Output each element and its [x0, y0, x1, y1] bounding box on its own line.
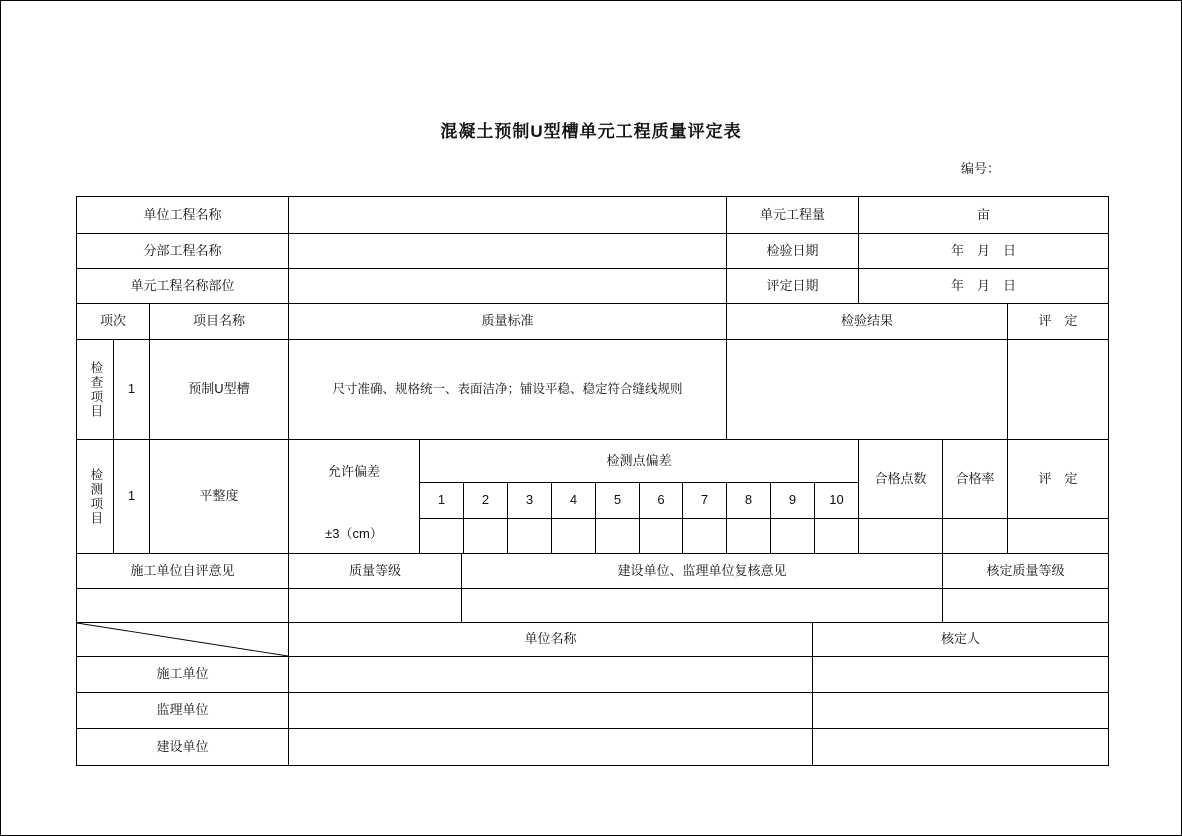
point-value-cell-4[interactable]	[552, 519, 596, 554]
measure-points-header: 检测点偏差	[420, 440, 859, 483]
construction-unit-verifier-input[interactable]	[813, 657, 1109, 693]
check-item-no: 1	[114, 340, 150, 440]
construction-unit-name-input[interactable]	[289, 657, 813, 693]
owner-unit-verifier-input[interactable]	[813, 729, 1109, 766]
point-number-4: 4	[552, 483, 596, 519]
document-number-label: 编号：	[961, 161, 1001, 176]
unit-project-part-input[interactable]	[289, 269, 727, 304]
qualified-points-value-cell[interactable]	[859, 519, 943, 554]
point-value-cell-5[interactable]	[596, 519, 640, 554]
division-project-name-label: 分部工程名称	[77, 234, 289, 269]
point-value-cell-1[interactable]	[420, 519, 464, 554]
allowed-deviation-value: ±3（cm）	[325, 525, 383, 541]
point-number-8: 8	[727, 483, 771, 519]
point-value-cell-3[interactable]	[508, 519, 552, 554]
verified-grade-label: 核定质量等级	[943, 554, 1109, 589]
page-title: 混凝土预制U型槽单元工程质量评定表	[440, 122, 742, 141]
measure-assessment-value-cell[interactable]	[1008, 519, 1109, 554]
assessment-date-label: 评定日期	[727, 269, 859, 304]
header-quality-standard: 质量标准	[289, 304, 727, 340]
verifier-header: 核定人	[813, 623, 1109, 657]
unit-project-name-input[interactable]	[289, 197, 727, 234]
check-item-assessment-cell[interactable]	[1008, 340, 1109, 440]
header-assessment: 评 定	[1008, 304, 1109, 340]
unit-project-part-label: 单元工程名称部位	[77, 269, 289, 304]
unit-project-name-label: 单位工程名称	[77, 197, 289, 234]
measure-item-no: 1	[114, 440, 150, 554]
point-number-10: 10	[815, 483, 859, 519]
check-item-standard: 尺寸准确、规格统一、表面洁净；铺设平稳、稳定符合缝线规则	[289, 340, 727, 440]
point-value-cell-2[interactable]	[464, 519, 508, 554]
diagonal-line	[77, 623, 288, 656]
qualified-points-label: 合格点数	[859, 440, 943, 519]
self-opinion-label: 施工单位自评意见	[77, 554, 289, 589]
point-number-2: 2	[464, 483, 508, 519]
signature-diagonal-cell	[77, 623, 289, 657]
allowed-deviation-cell	[289, 440, 420, 554]
unit-quantity-value[interactable]: 亩	[859, 197, 1109, 234]
check-item-name: 预制U型槽	[150, 340, 289, 440]
review-opinion-input[interactable]	[462, 589, 943, 623]
point-number-5: 5	[596, 483, 640, 519]
point-number-6: 6	[640, 483, 683, 519]
check-item-result-cell[interactable]	[727, 340, 1008, 440]
construction-unit-label: 施工单位	[77, 657, 289, 693]
point-value-cell-8[interactable]	[727, 519, 771, 554]
verified-grade-input[interactable]	[943, 589, 1109, 623]
point-number-9: 9	[771, 483, 815, 519]
point-value-cell-9[interactable]	[771, 519, 815, 554]
point-number-3: 3	[508, 483, 552, 519]
header-item-no: 项次	[77, 304, 150, 340]
inspection-date-label: 检验日期	[727, 234, 859, 269]
measure-item-name: 平整度	[150, 440, 289, 554]
pass-rate-value-cell[interactable]	[943, 519, 1008, 554]
quality-assessment-table	[76, 196, 1109, 766]
measure-items-category-label: 检测项目	[77, 440, 114, 554]
supervision-unit-name-input[interactable]	[289, 693, 813, 729]
self-opinion-input[interactable]	[77, 589, 289, 623]
point-value-cell-10[interactable]	[815, 519, 859, 554]
quality-grade-label: 质量等级	[289, 554, 462, 589]
division-project-name-input[interactable]	[289, 234, 727, 269]
point-value-cell-7[interactable]	[683, 519, 727, 554]
pass-rate-label: 合格率	[943, 440, 1008, 519]
unit-quantity-label: 单元工程量	[727, 197, 859, 234]
header-item-name: 项目名称	[150, 304, 289, 340]
measure-assessment-label: 评 定	[1008, 440, 1109, 519]
allowed-deviation-label: 允许偏差	[327, 464, 380, 479]
owner-unit-name-input[interactable]	[289, 729, 813, 766]
owner-unit-label: 建设单位	[77, 729, 289, 766]
header-inspection-result: 检验结果	[727, 304, 1008, 340]
unit-name-header: 单位名称	[289, 623, 813, 657]
supervision-unit-verifier-input[interactable]	[813, 693, 1109, 729]
point-number-7: 7	[683, 483, 727, 519]
quality-grade-input[interactable]	[289, 589, 462, 623]
review-opinion-label: 建设单位、监理单位复核意见	[462, 554, 943, 589]
assessment-date-value[interactable]: 年 月 日	[859, 269, 1109, 304]
supervision-unit-label: 监理单位	[77, 693, 289, 729]
point-number-1: 1	[420, 483, 464, 519]
point-value-cell-6[interactable]	[640, 519, 683, 554]
check-items-category-label: 检查项目	[77, 340, 114, 440]
inspection-date-value[interactable]: 年 月 日	[859, 234, 1109, 269]
